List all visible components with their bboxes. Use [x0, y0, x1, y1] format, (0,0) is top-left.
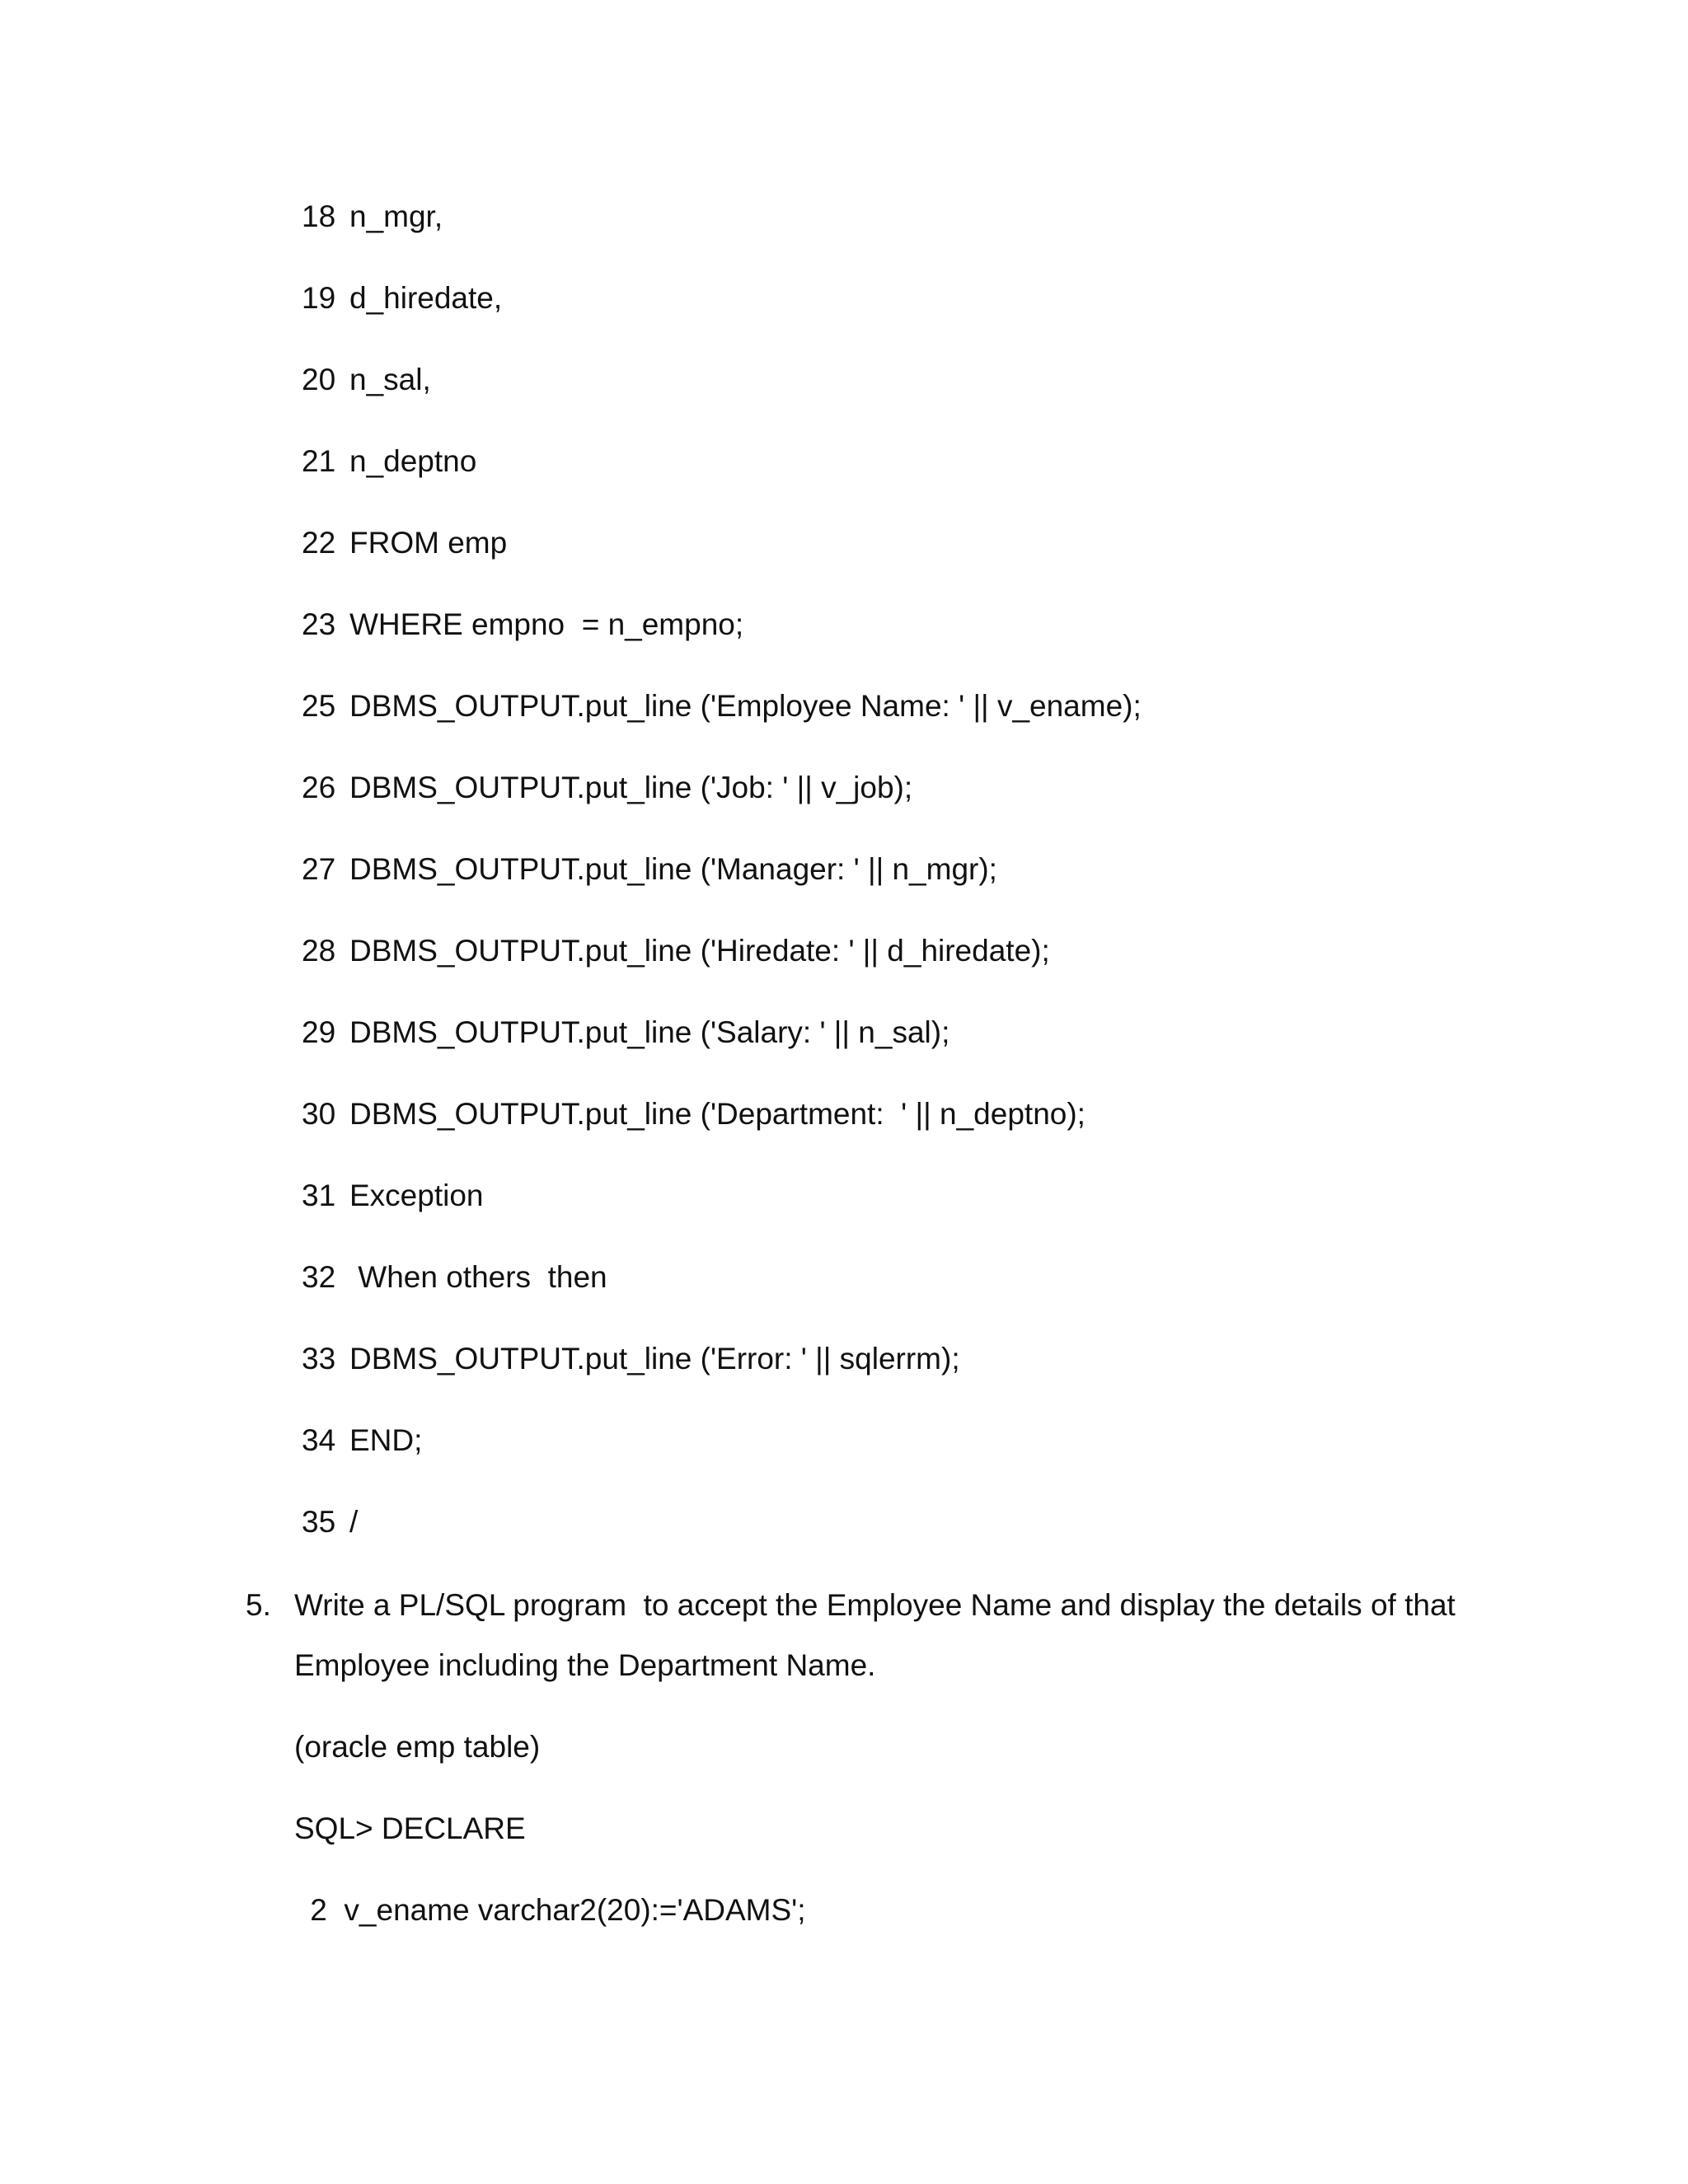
line-number: 19 [302, 281, 336, 315]
line-number: 23 [302, 607, 336, 641]
code-line [302, 201, 443, 232]
line-number: 32 [302, 1260, 336, 1294]
line-number: 30 [302, 1097, 336, 1131]
code-line [302, 527, 507, 558]
code-line [302, 283, 502, 313]
code-text: n_sal, [349, 363, 431, 396]
question-note: (oracle emp table) [294, 1730, 541, 1764]
code-text: n_mgr, [349, 199, 443, 233]
line-number: 28 [302, 934, 336, 968]
line-number: 27 [302, 852, 336, 886]
code-line [302, 1262, 607, 1292]
line-number: 34 [302, 1423, 336, 1457]
question-text-line-1: Write a PL/SQL program to accept the Employee Name and display the details of that [294, 1588, 1456, 1622]
code-line: 2 v_ename varchar2(20):='ADAMS'; [302, 1893, 806, 1927]
code-line [302, 364, 431, 395]
code-text: n_deptno [349, 444, 477, 478]
code-text: d_hiredate, [349, 281, 503, 315]
question-number: 5. [246, 1588, 271, 1622]
code-text: DBMS_OUTPUT.put_line ('Employee Name: ' || v_ename); [349, 689, 1142, 723]
code-text: FROM emp [349, 526, 508, 560]
line-number: 26 [302, 771, 336, 804]
code-line [302, 1180, 484, 1211]
code-line [302, 1099, 1085, 1129]
line-number: 33 [302, 1342, 336, 1376]
code-text: DBMS_OUTPUT.put_line ('Manager: ' || n_mgr); [349, 852, 997, 886]
code-text: WHERE empno = n_empno; [349, 607, 744, 641]
line-number: 25 [302, 689, 336, 723]
code-line [302, 446, 476, 476]
code-line [302, 1017, 950, 1047]
code-text: Exception [349, 1179, 484, 1212]
code-line [302, 609, 743, 640]
line-number: 31 [302, 1179, 336, 1212]
sql-prompt: SQL> DECLARE [294, 1811, 526, 1845]
code-text: END; [349, 1423, 423, 1457]
code-line [302, 1507, 358, 1537]
code-line [302, 1425, 422, 1455]
code-text: DBMS_OUTPUT.put_line ('Salary: ' || n_sal); [349, 1015, 950, 1049]
code-line [302, 854, 997, 884]
code-line [302, 935, 1050, 966]
line-number: 18 [302, 199, 336, 233]
line-number: 20 [302, 363, 336, 396]
line-number: 29 [302, 1015, 336, 1049]
code-line [302, 691, 1142, 721]
code-line [302, 772, 912, 803]
code-text: DBMS_OUTPUT.put_line ('Error: ' || sqlerrm); [349, 1342, 960, 1376]
code-text: DBMS_OUTPUT.put_line ('Hiredate: ' || d_hiredate); [349, 934, 1050, 968]
code-text: DBMS_OUTPUT.put_line ('Job: ' || v_job); [349, 771, 913, 804]
code-text: When others then [349, 1260, 607, 1294]
code-line [302, 1343, 960, 1374]
line-number: 35 [302, 1505, 336, 1539]
line-number: 22 [302, 526, 336, 560]
line-number: 21 [302, 444, 336, 478]
code-text: / [349, 1505, 359, 1539]
code-text: DBMS_OUTPUT.put_line ('Department: ' || n_deptno); [349, 1097, 1085, 1131]
question-text-line-2: Employee including the Department Name. [294, 1648, 876, 1682]
